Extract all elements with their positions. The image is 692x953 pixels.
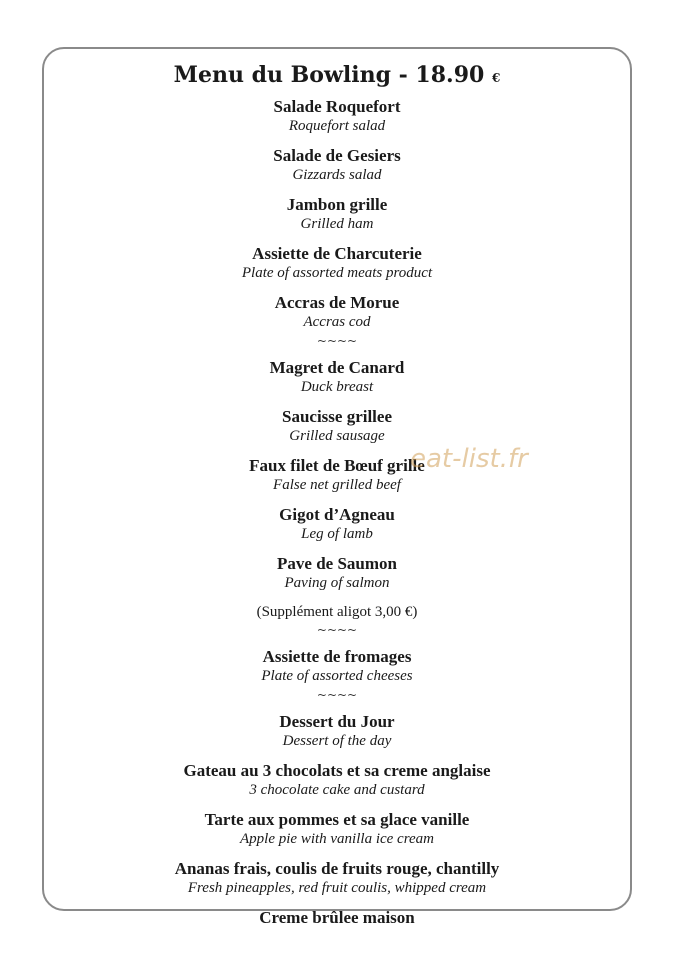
menu-item (42, 908, 632, 928)
menu-item (42, 146, 632, 184)
dish-name-fr: Jambon grille (286, 195, 388, 214)
menu-item (42, 456, 632, 494)
menu-item (42, 358, 632, 396)
menu-title (42, 60, 632, 93)
menu-item (42, 244, 632, 282)
dish-name-fr: Gigot d’Agneau (279, 505, 395, 524)
menu-item (42, 97, 632, 135)
menu-content (42, 60, 632, 928)
section-separator: ~~~~ (316, 334, 358, 348)
dish-name-en: Grilled ham (300, 216, 374, 232)
dish-name-en: Grilled sausage (289, 428, 385, 444)
dish-name-en: Accras cod (303, 314, 371, 330)
dish-name-fr: Creme brûlee maison (259, 908, 415, 927)
dish-name-fr: Tarte aux pommes et sa glace vanille (204, 810, 470, 829)
menu-item (42, 407, 632, 445)
dish-name-en: Plate of assorted meats product (241, 265, 433, 281)
dish-name-en: Plate of assorted cheeses (261, 668, 413, 684)
dish-name-en: Leg of lamb (301, 526, 373, 542)
menu-item (42, 859, 632, 897)
watermark-text: eat-list.fr (410, 444, 528, 474)
menu-item (42, 505, 632, 543)
menu-item (42, 761, 632, 799)
dish-name-fr: Magret de Canard (269, 358, 405, 377)
supplement-note: (Supplément aligot 3,00 €) (256, 604, 418, 620)
dish-name-en: Paving of salmon (284, 575, 390, 591)
dish-name-fr: Dessert du Jour (279, 712, 395, 731)
menu-title-text: Menu du Bowling - 18.90 (173, 62, 485, 88)
dish-name-en: Gizzards salad (292, 167, 382, 183)
dish-name-en: False net grilled beef (273, 477, 401, 493)
dish-name-en: Fresh pineapples, red fruit coulis, whipped cream (187, 880, 487, 896)
dish-name-fr: Gateau au 3 chocolats et sa creme anglaise (183, 761, 491, 780)
dish-name-en: 3 chocolate cake and custard (249, 782, 425, 798)
dish-name-en: Roquefort salad (288, 118, 386, 134)
menu-item (42, 712, 632, 750)
section-separator: ~~~~ (316, 688, 358, 702)
dish-name-fr: Ananas frais, coulis de fruits rouge, chantilly (174, 859, 500, 878)
dish-name-en: Apple pie with vanilla ice cream (240, 831, 434, 847)
menu-item (42, 195, 632, 233)
section-separator: ~~~~ (316, 623, 358, 637)
dish-name-fr: Saucisse grillee (281, 407, 392, 426)
menu-item (42, 554, 632, 592)
menu-item (42, 810, 632, 848)
dish-name-en: Duck breast (300, 379, 374, 395)
menu-item (42, 647, 632, 685)
dish-name-en: Dessert of the day (282, 733, 392, 749)
dish-name-fr: Pave de Saumon (277, 554, 397, 573)
dish-name-fr: Assiette de fromages (262, 647, 412, 666)
dish-name-fr: Salade Roquefort (273, 97, 401, 116)
dish-name-fr: Accras de Morue (274, 293, 400, 312)
dish-name-fr: Faux filet de Bœuf grille (249, 456, 425, 475)
dish-name-fr: Salade de Gesiers (273, 146, 401, 165)
menu-title-currency: € (492, 71, 501, 85)
dish-name-fr: Assiette de Charcuterie (252, 244, 422, 263)
menu-item (42, 293, 632, 331)
